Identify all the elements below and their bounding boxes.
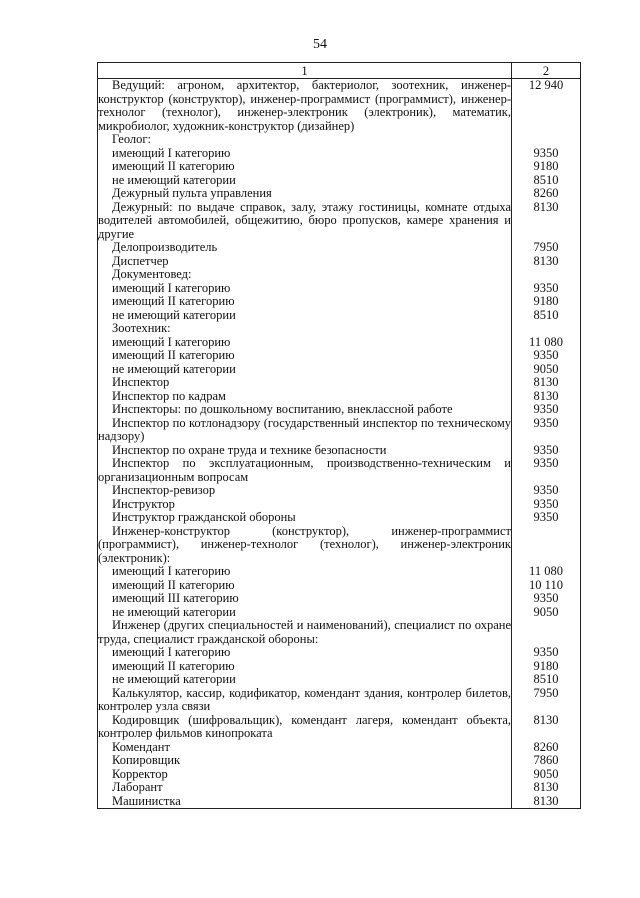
table-row — [98, 592, 581, 606]
table-row — [98, 390, 581, 404]
page-number: 54 — [313, 37, 327, 52]
table-row — [98, 619, 581, 646]
position-name: имеющий I категорию — [98, 147, 512, 161]
position-name: Инструктор — [98, 498, 512, 512]
table-row — [98, 457, 581, 484]
salary-value: 9350 — [512, 498, 581, 512]
salary-value: 9050 — [512, 606, 581, 620]
position-name: Инструктор гражданской обороны — [98, 511, 512, 525]
salary-value: 9350 — [512, 457, 581, 484]
salary-value: 12 940 — [512, 79, 581, 134]
position-name: Комендант — [98, 741, 512, 755]
position-name: Машинистка — [98, 795, 512, 809]
table-row — [98, 714, 581, 741]
table-row — [98, 768, 581, 782]
salary-value — [512, 525, 581, 566]
table-row — [98, 201, 581, 242]
position-name: Лаборант — [98, 781, 512, 795]
table-row — [98, 174, 581, 188]
position-name: Инспекторы: по дошкольному воспитанию, внеклассной работе — [98, 403, 512, 417]
table-row — [98, 255, 581, 269]
position-name: Документовед: — [98, 268, 512, 282]
table-body — [98, 79, 581, 809]
position-name: не имеющий категории — [98, 174, 512, 188]
salary-value — [512, 619, 581, 646]
position-name: имеющий III категорию — [98, 592, 512, 606]
position-name: имеющий II категорию — [98, 349, 512, 363]
table-row — [98, 295, 581, 309]
table-row — [98, 403, 581, 417]
salary-value: 10 110 — [512, 579, 581, 593]
table-row — [98, 444, 581, 458]
position-name: имеющий II категорию — [98, 579, 512, 593]
position-name: Инспектор по котлонадзору (государственный инспектор по техническому надзору) — [98, 415, 511, 443]
salary-value: 11 080 — [512, 336, 581, 350]
position-name: имеющий I категорию — [98, 565, 512, 579]
table-row — [98, 376, 581, 390]
position-name: Инспектор — [98, 376, 512, 390]
position-name: имеющий II категорию — [98, 160, 512, 174]
position-name: Инспектор по охране труда и технике безопасности — [98, 444, 512, 458]
table-row — [98, 147, 581, 161]
salary-value: 7950 — [512, 687, 581, 714]
salary-value: 9180 — [512, 660, 581, 674]
table-row — [98, 781, 581, 795]
salary-value: 9050 — [512, 768, 581, 782]
position-name: имеющий I категорию — [98, 336, 512, 350]
table-row — [98, 498, 581, 512]
salary-value: 8130 — [512, 781, 581, 795]
salary-value: 9350 — [512, 511, 581, 525]
table-row — [98, 241, 581, 255]
position-name: Инспектор по кадрам — [98, 390, 512, 404]
position-name: Инженер (других специальностей и наименований), специалист по охране труда, специалист гражданской обороны: — [98, 618, 511, 646]
table-row — [98, 741, 581, 755]
position-name: Зоотехник: — [98, 322, 512, 336]
table-row — [98, 336, 581, 350]
table-row — [98, 187, 581, 201]
column-header-2: 2 — [512, 63, 581, 79]
table-row — [98, 282, 581, 296]
table-row — [98, 579, 581, 593]
salary-value: 9050 — [512, 363, 581, 377]
salary-table — [97, 62, 581, 809]
position-name: Дежурный пульта управления — [98, 187, 512, 201]
salary-value: 7950 — [512, 241, 581, 255]
salary-value: 8260 — [512, 741, 581, 755]
position-name: Геолог: — [98, 133, 512, 147]
salary-value: 8130 — [512, 255, 581, 269]
position-name: не имеющий категории — [98, 309, 512, 323]
position-name: имеющий II категорию — [98, 660, 512, 674]
table-row — [98, 795, 581, 809]
salary-value: 9350 — [512, 646, 581, 660]
salary-value: 9350 — [512, 592, 581, 606]
salary-value: 9350 — [512, 417, 581, 444]
table-row — [98, 484, 581, 498]
table-row — [98, 606, 581, 620]
salary-value: 9350 — [512, 282, 581, 296]
table-row — [98, 417, 581, 444]
table-row — [98, 268, 581, 282]
table-row — [98, 133, 581, 147]
position-name: не имеющий категории — [98, 363, 512, 377]
table-row — [98, 660, 581, 674]
table-row — [98, 673, 581, 687]
salary-value: 8510 — [512, 673, 581, 687]
salary-value — [512, 133, 581, 147]
table-row — [98, 565, 581, 579]
salary-value: 9350 — [512, 147, 581, 161]
salary-value: 9350 — [512, 403, 581, 417]
table-row — [98, 322, 581, 336]
salary-value: 8260 — [512, 187, 581, 201]
position-name: Инспектор-ревизор — [98, 484, 512, 498]
position-name: Ведущий: агроном, архитектор, бактериолог, зоотехник, инженер-конструктор (конструктор), инженер-программист (программист), инженер-технолог (технолог), инженер-электроник (электроник), математик, микробиолог, художник-конструктор (дизайнер) — [98, 78, 511, 133]
table-row — [98, 309, 581, 323]
salary-value — [512, 322, 581, 336]
position-name: Кодировщик (шифровальщик), комендант лагеря, комендант объекта, контролер фильмов кинопроката — [98, 712, 511, 740]
table-row — [98, 687, 581, 714]
salary-value: 11 080 — [512, 565, 581, 579]
table-row — [98, 525, 581, 566]
salary-value: 9180 — [512, 160, 581, 174]
salary-value: 9350 — [512, 484, 581, 498]
salary-value: 9350 — [512, 444, 581, 458]
position-name: имеющий I категорию — [98, 282, 512, 296]
table-row — [98, 160, 581, 174]
table-header-row — [98, 63, 581, 79]
position-name: Диспетчер — [98, 255, 512, 269]
table-row — [98, 511, 581, 525]
table-row — [98, 79, 581, 134]
position-name: Инженер-конструктор (конструктор), инженер-программист (программист), инженер-технолог (технолог), инженер-электроник (электроник): — [98, 523, 511, 565]
position-name: имеющий I категорию — [98, 646, 512, 660]
salary-value: 9350 — [512, 349, 581, 363]
salary-value: 8130 — [512, 390, 581, 404]
salary-value: 8130 — [512, 714, 581, 741]
position-name: не имеющий категории — [98, 673, 512, 687]
column-header-1: 1 — [98, 63, 512, 79]
position-name: не имеющий категории — [98, 606, 512, 620]
position-name: Инспектор по эксплуатационным, производственно-техническим и организационным вопросам — [98, 456, 511, 484]
salary-value: 7860 — [512, 754, 581, 768]
salary-value: 8130 — [512, 201, 581, 242]
table-row — [98, 349, 581, 363]
table-row — [98, 754, 581, 768]
position-name: Корректор — [98, 768, 512, 782]
salary-value: 8510 — [512, 309, 581, 323]
position-name: имеющий II категорию — [98, 295, 512, 309]
position-name: Калькулятор, кассир, кодификатор, комендант здания, контролер билетов, контролер узла связи — [98, 685, 511, 713]
salary-value: 9180 — [512, 295, 581, 309]
salary-value — [512, 268, 581, 282]
salary-value: 8130 — [512, 376, 581, 390]
table-row — [98, 363, 581, 377]
salary-value: 8510 — [512, 174, 581, 188]
table-row — [98, 646, 581, 660]
position-name: Делопроизводитель — [98, 241, 512, 255]
salary-value: 8130 — [512, 795, 581, 809]
position-name: Копировщик — [98, 754, 512, 768]
position-name: Дежурный: по выдаче справок, залу, этажу гостиницы, комнате отдыха водителей автомобилей, общежитию, бюро пропусков, камере хранения и другие — [98, 199, 511, 241]
